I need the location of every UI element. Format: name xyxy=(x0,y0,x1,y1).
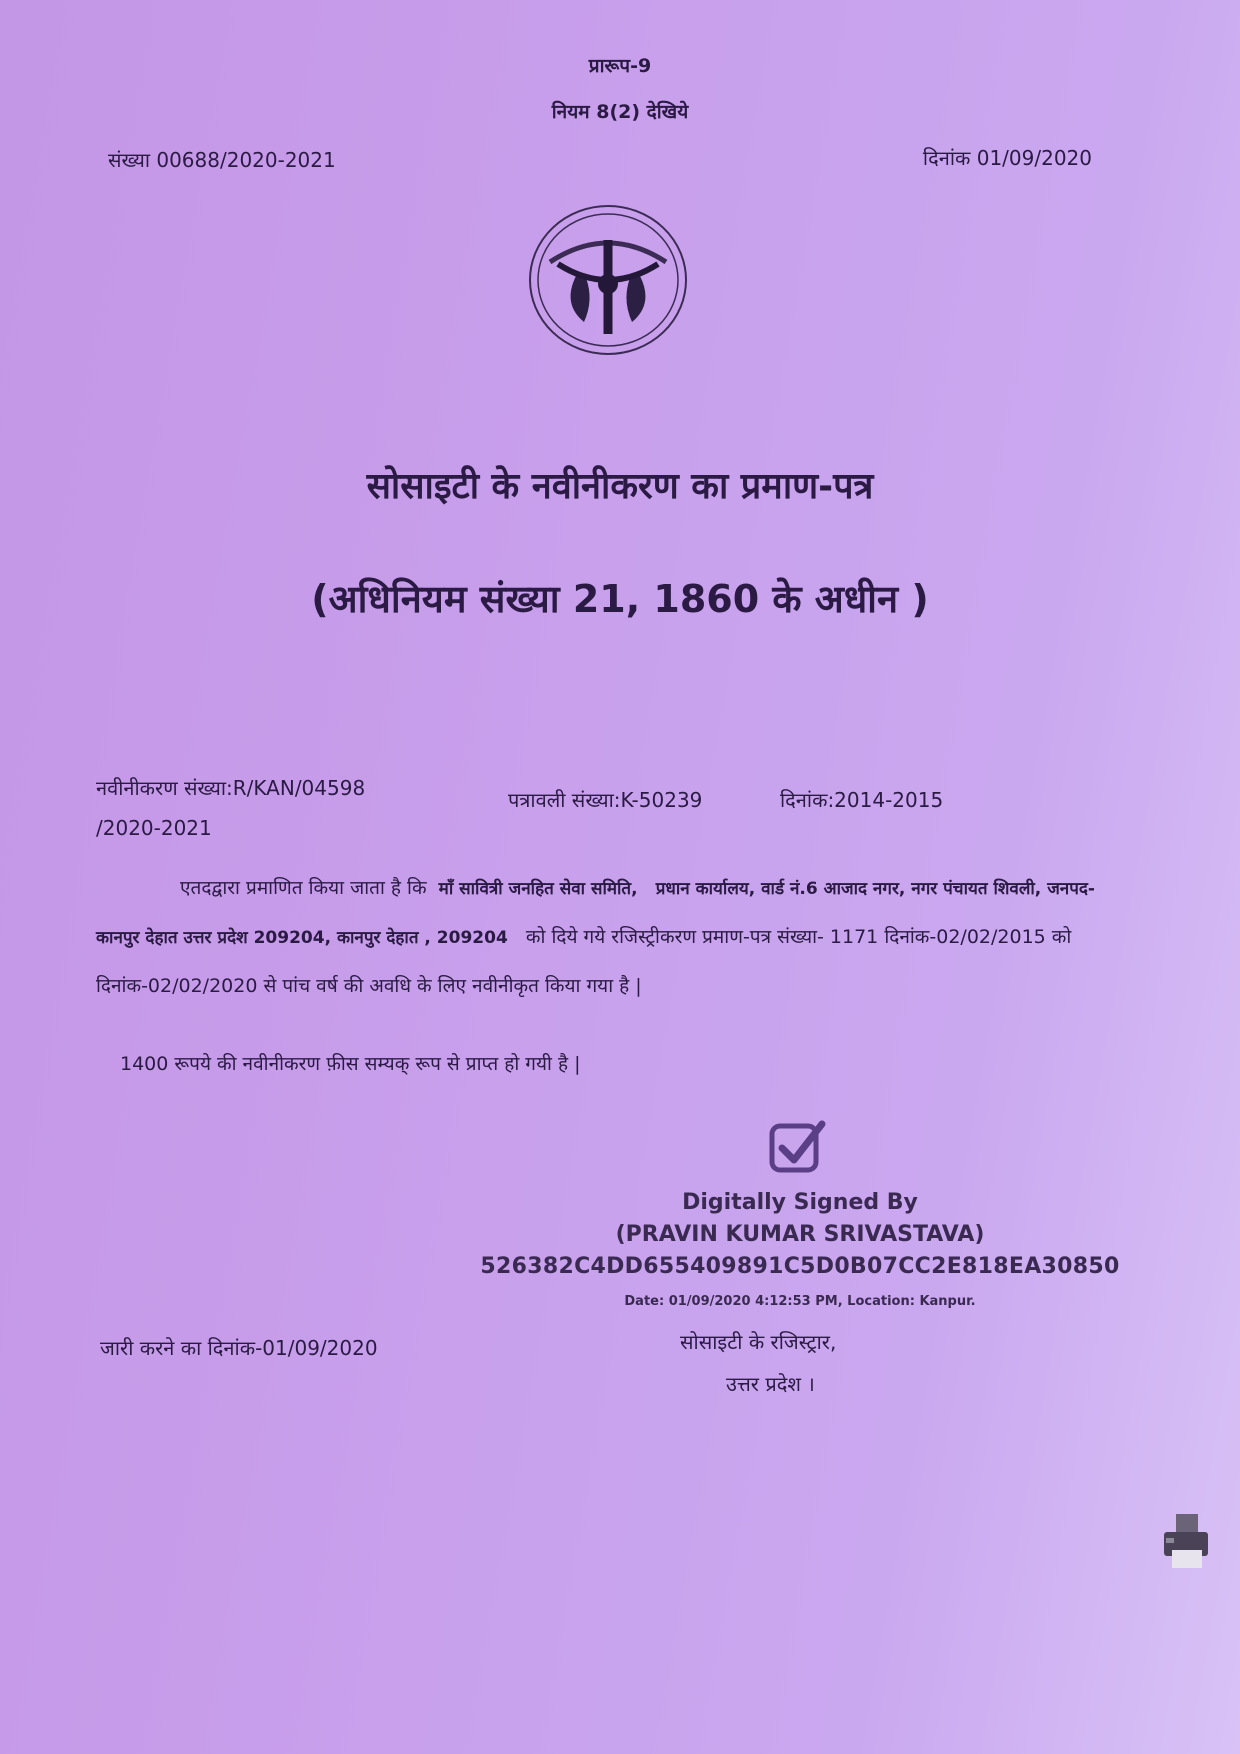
header-date: दिनांक 01/09/2020 xyxy=(922,146,1092,170)
body-rest: को दिये गये रजिस्ट्रीकरण प्रमाण-पत्र संख्या- 1171 दिनांक-02/02/2015 को दिनांक-02/02/2020 से पांच वर्ष की अवधि के लिए नवीनीकृत किया गया है | xyxy=(96,926,1072,997)
file-number: पत्रावली संख्या:K-50239 xyxy=(508,788,703,812)
signer-name: (PRAVIN KUMAR SRIVASTAVA) xyxy=(615,1222,985,1247)
certificate-title: सोसाइटी के नवीनीकरण का प्रमाण-पत्र xyxy=(366,466,874,507)
signature-hash: 526382C4DD655409891C5D0B07CC2E818EA30850 xyxy=(480,1254,1120,1279)
certificate-body xyxy=(96,864,1096,1010)
issue-date: जारी करने का दिनांक-01/09/2020 xyxy=(100,1336,378,1360)
registrar-state: उत्तर प्रदेश । xyxy=(726,1372,815,1396)
renewal-number-line2: /2020-2021 xyxy=(96,816,212,840)
form-number: प्रारूप-9 xyxy=(588,55,652,77)
digital-signature-label: Digitally Signed By xyxy=(682,1190,918,1215)
up-government-emblem-icon xyxy=(528,204,688,356)
checkmark-icon xyxy=(768,1118,828,1176)
society-address: प्रधान कार्यालय, वार्ड नं.6 आजाद नगर, नगर पंचायत शिवली, जनपद-कानपुर देहात उत्तर प्रदेश 209204, कानपुर देहात , 209204 xyxy=(96,879,1095,948)
renewal-number xyxy=(96,768,365,848)
rule-reference: नियम 8(2) देखिये xyxy=(551,101,689,123)
signature-date-location: Date: 01/09/2020 4:12:53 PM, Location: Kanpur. xyxy=(624,1294,976,1309)
registrar-title: सोसाइटी के रजिस्ट्रार, xyxy=(680,1330,837,1354)
certificate-subtitle: (अधिनियम संख्या 21, 1860 के अधीन ) xyxy=(311,577,929,621)
society-name: माँ सावित्री जनहित सेवा समिति, xyxy=(438,879,638,899)
reference-number: संख्या 00688/2020-2021 xyxy=(108,148,336,172)
printer-icon xyxy=(1158,1510,1214,1574)
body-intro: एतदद्वारा प्रमाणित किया जाता है कि xyxy=(180,877,427,899)
renewal-number-line1: नवीनीकरण संख्या:R/KAN/04598 xyxy=(96,776,366,800)
file-date: दिनांक:2014-2015 xyxy=(780,788,944,812)
fee-statement: 1400 रूपये की नवीनीकरण फ़ीस सम्यक् रूप से प्राप्त हो गयी है | xyxy=(120,1053,581,1075)
